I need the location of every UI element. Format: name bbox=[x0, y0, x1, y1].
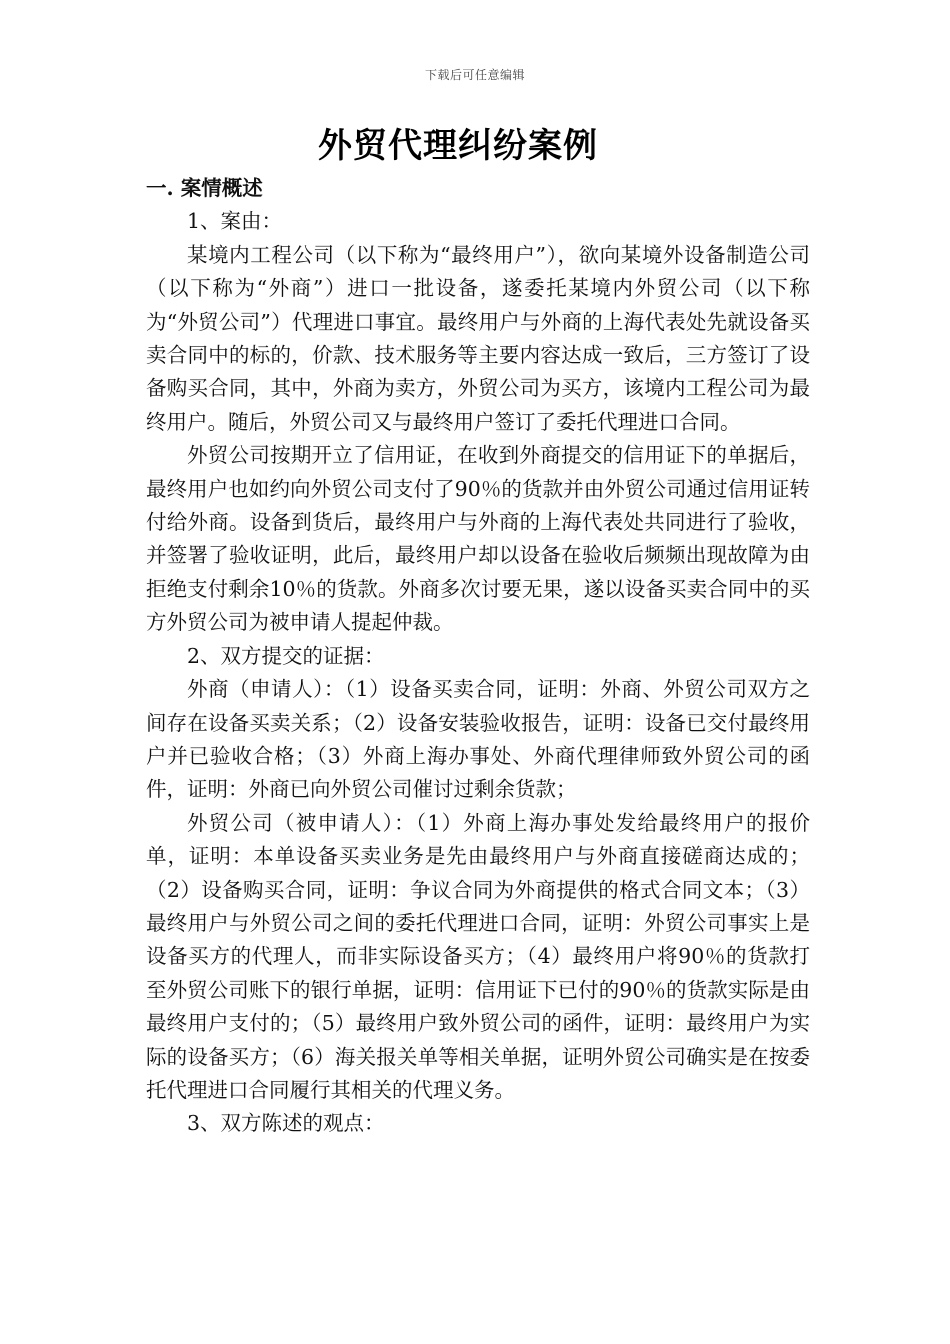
paragraph-case-background: 某境内工程公司（以下称为“最终用户”），欲向某境外设备制造公司（以下称为“外商”）进口一批设备，遂委托某境内外贸公司（以下称为“外贸公司”）代理进口事宜。最终用户与外商的上海代表处先就设备买卖合同中的标的，价款、技术服务等主要内容达成一致后，三方签订了设备购买合同，其中，外商为卖方，外贸公司为买方，该境内工程公司为最终用户。随后，外贸公司又与最终用户签订了委托代理进口合同。 bbox=[146, 242, 810, 434]
paragraph-respondent-evidence: 外贸公司（被申请人）：（1）外商上海办事处发给最终用户的报价单，证明：本单设备买卖业务是先由最终用户与外商直接磋商达成的；（2）设备购买合同，证明：争议合同为外商提供的格式合同文本；（3）最终用户与外贸公司之间的委托代理进口合同，证明：外贸公司事实上是设备买方的代理人，而非实际设备买方；（4）最终用户将90％的货款打至外贸公司账下的银行单据，证明：信用证下已付的90％的货款实际是由最终用户支付的；（5）最终用户致外贸公司的函件，证明：最终用户为实际的设备买方；（6）海关报关单等相关单据，证明外贸公司确实是在按委托代理进口合同履行其相关的代理义务。 bbox=[146, 810, 810, 1102]
subheading-case-cause: 1、案由： bbox=[187, 209, 283, 234]
subheading-positions: 3、双方陈述的观点： bbox=[187, 1111, 385, 1136]
subheading-evidence: 2、双方提交的证据： bbox=[187, 643, 385, 668]
document-body bbox=[146, 172, 810, 1141]
paragraph-case-dispute: 外贸公司按期开立了信用证，在收到外商提交的信用证下的单据后，最终用户也如约向外贸公司支付了90％的货款并由外贸公司通过信用证转付给外商。设备到货后，最终用户与外商的上海代表处共同进行了验收，并签署了验收证明，此后，最终用户却以设备在验收后频频出现故障为由拒绝支付剩余10％的货款。外商多次讨要无果，遂以设备买卖合同中的买方外贸公司为被申请人提起仲裁。 bbox=[146, 443, 810, 635]
paragraph-applicant-evidence: 外商（申请人）：（1）设备买卖合同，证明：外商、外贸公司双方之间存在设备买卖关系；（2）设备安装验收报告，证明：设备已交付最终用户并已验收合格；（3）外商上海办事处、外商代理律师致外贸公司的函件，证明：外商已向外贸公司催讨过剩余货款； bbox=[146, 677, 810, 802]
header-note: 下载后可任意编辑 bbox=[424, 68, 525, 82]
section-heading: 一. 案情概述 bbox=[146, 176, 263, 200]
document-title: 外贸代理纠纷案例 bbox=[318, 126, 598, 166]
